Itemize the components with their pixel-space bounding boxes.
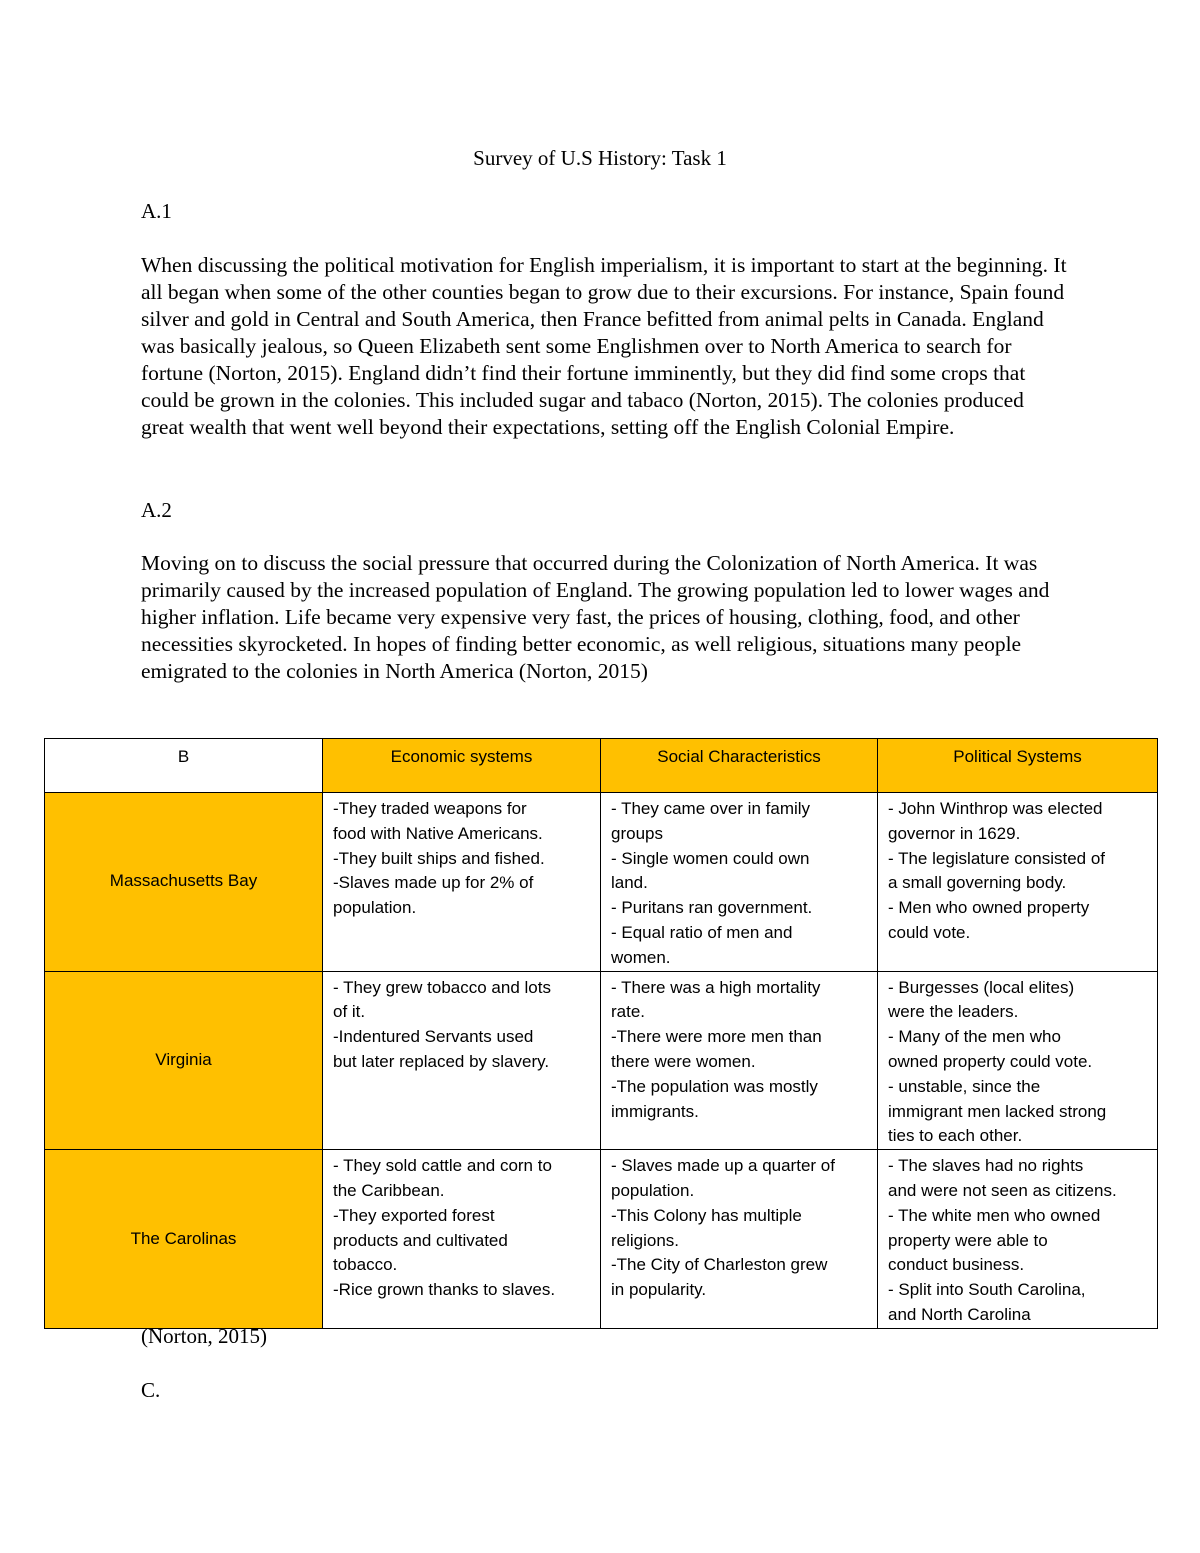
cell-line: -They traded weapons for	[333, 799, 527, 818]
cell-line: - The slaves had no rights	[888, 1156, 1084, 1176]
cell-line: -They built ships and fished.	[333, 848, 545, 868]
cell-line: were the leaders.	[888, 1002, 1019, 1022]
section-heading-a2: A.2	[141, 498, 172, 522]
section-body-a1: When discussing the political motivation for English imperialism, it is important to start at the beginning. It all began when some of the other counties began to grow due to their excursions. For instance, Spain found silver and gold in Central and South America, then France befitted from animal pelts in Canada. England was basically jealous, so Queen Elizabeth sent some Englishmen over to North America to search for fortune (Norton, 2015). England didn’t find their fortune imminently, but they did find some crops that could be grown in the colonies. This included sugar and tabaco (Norton, 2015). The colonies produced great wealth that went well beyond their expectations, setting off the English Colonial Empire.	[141, 253, 1067, 439]
table-header-row	[45, 739, 1158, 793]
social-cell	[601, 793, 878, 972]
cell-line: immigrants.	[611, 1101, 699, 1121]
cell-line: religions.	[611, 1230, 680, 1250]
cell-line: - The legislature consisted of	[888, 848, 1106, 868]
cell-line: owned property could vote.	[888, 1051, 1093, 1071]
cell-line: - Many of the men who	[888, 1027, 1061, 1047]
cell-line: - Men who owned property	[888, 898, 1090, 918]
header-cell-b: B	[45, 739, 323, 793]
cell-line: - John Winthrop was elected	[888, 799, 1103, 818]
colony-name-cell: Virginia	[45, 971, 323, 1150]
cell-line: - Split into South Carolina,	[888, 1280, 1086, 1300]
cell-line: - Burgesses (local elites)	[888, 977, 1075, 997]
cell-line: - Equal ratio of men and	[611, 922, 793, 942]
cell-line: - They came over in family	[611, 799, 811, 818]
social-cell	[601, 1150, 878, 1329]
cell-line: - They grew tobacco and lots	[333, 977, 551, 997]
political-cell	[878, 971, 1158, 1150]
cell-line: the Caribbean.	[333, 1180, 445, 1200]
cell-line: could vote.	[888, 922, 971, 942]
cell-line: - Puritans ran government.	[611, 898, 813, 918]
cell-line: tobacco.	[333, 1255, 398, 1275]
cell-line: -Rice grown thanks to slaves.	[333, 1280, 556, 1300]
table-row	[45, 793, 1158, 972]
section-heading-c: C.	[141, 1378, 161, 1402]
cell-line: - unstable, since the	[888, 1076, 1041, 1096]
cell-line: groups	[611, 823, 663, 843]
cell-line: population.	[611, 1180, 695, 1200]
cell-line: of it.	[333, 1002, 366, 1022]
section-body-a2: Moving on to discuss the social pressure that occurred during the Colonization of North America. It was primarily caused by the increased population of England. The growing population led to lower wages and higher inflation. Life became very expensive very fast, the prices of housing, clothing, food, and other necessities skyrocketed. In hopes of finding better economic, as well religious, situations many people emigrated to the colonies in North America (Norton, 2015)	[141, 551, 1050, 683]
economic-cell	[323, 1150, 601, 1329]
cell-line: conduct business.	[888, 1255, 1025, 1275]
colonies-comparison-table	[44, 738, 1157, 1329]
cell-line: -This Colony has multiple	[611, 1205, 802, 1225]
cell-line: in popularity.	[611, 1280, 707, 1300]
cell-line: - Slaves made up a quarter of	[611, 1156, 835, 1176]
cell-line: population.	[333, 898, 417, 918]
cell-line: products and cultivated	[333, 1230, 508, 1250]
economic-cell	[323, 971, 601, 1150]
header-cell-social: Social Characteristics	[601, 739, 878, 793]
cell-line: women.	[611, 947, 671, 967]
header-cell-political: Political Systems	[878, 739, 1158, 793]
cell-line: -Slaves made up for 2% of	[333, 873, 534, 893]
cell-line: - Single women could own	[611, 848, 810, 868]
cell-line: and were not seen as citizens.	[888, 1180, 1117, 1200]
header-cell-economic: Economic systems	[323, 739, 601, 793]
table-citation: (Norton, 2015)	[141, 1324, 267, 1348]
cell-line: immigrant men lacked strong	[888, 1101, 1107, 1121]
economic-cell	[323, 793, 601, 972]
cell-line: a small governing body.	[888, 873, 1067, 893]
cell-line: rate.	[611, 1002, 646, 1022]
section-heading-a1: A.1	[141, 199, 172, 223]
table-row	[45, 1150, 1158, 1329]
cell-line: -Indentured Servants used	[333, 1027, 534, 1047]
political-cell	[878, 793, 1158, 972]
cell-line: -They exported forest	[333, 1205, 495, 1225]
cell-line: - The white men who owned	[888, 1205, 1101, 1225]
cell-line: - They sold cattle and corn to	[333, 1156, 552, 1176]
cell-line: there were women.	[611, 1051, 756, 1071]
cell-line: -The population was mostly	[611, 1076, 818, 1096]
cell-line: property were able to	[888, 1230, 1048, 1250]
cell-line: ties to each other.	[888, 1126, 1023, 1146]
page-title: Survey of U.S History: Task 1	[473, 146, 727, 170]
cell-line: food with Native Americans.	[333, 823, 543, 843]
colony-name-cell: The Carolinas	[45, 1150, 323, 1329]
cell-line: -There were more men than	[611, 1027, 822, 1047]
cell-line: - There was a high mortality	[611, 977, 821, 997]
cell-line: and North Carolina	[888, 1304, 1031, 1324]
cell-line: land.	[611, 873, 648, 893]
cell-line: governor in 1629.	[888, 823, 1021, 843]
cell-line: -The City of Charleston grew	[611, 1255, 828, 1275]
colony-name-cell: Massachusetts Bay	[45, 793, 323, 972]
political-cell	[878, 1150, 1158, 1329]
cell-line: but later replaced by slavery.	[333, 1051, 550, 1071]
social-cell	[601, 971, 878, 1150]
table-row	[45, 971, 1158, 1150]
